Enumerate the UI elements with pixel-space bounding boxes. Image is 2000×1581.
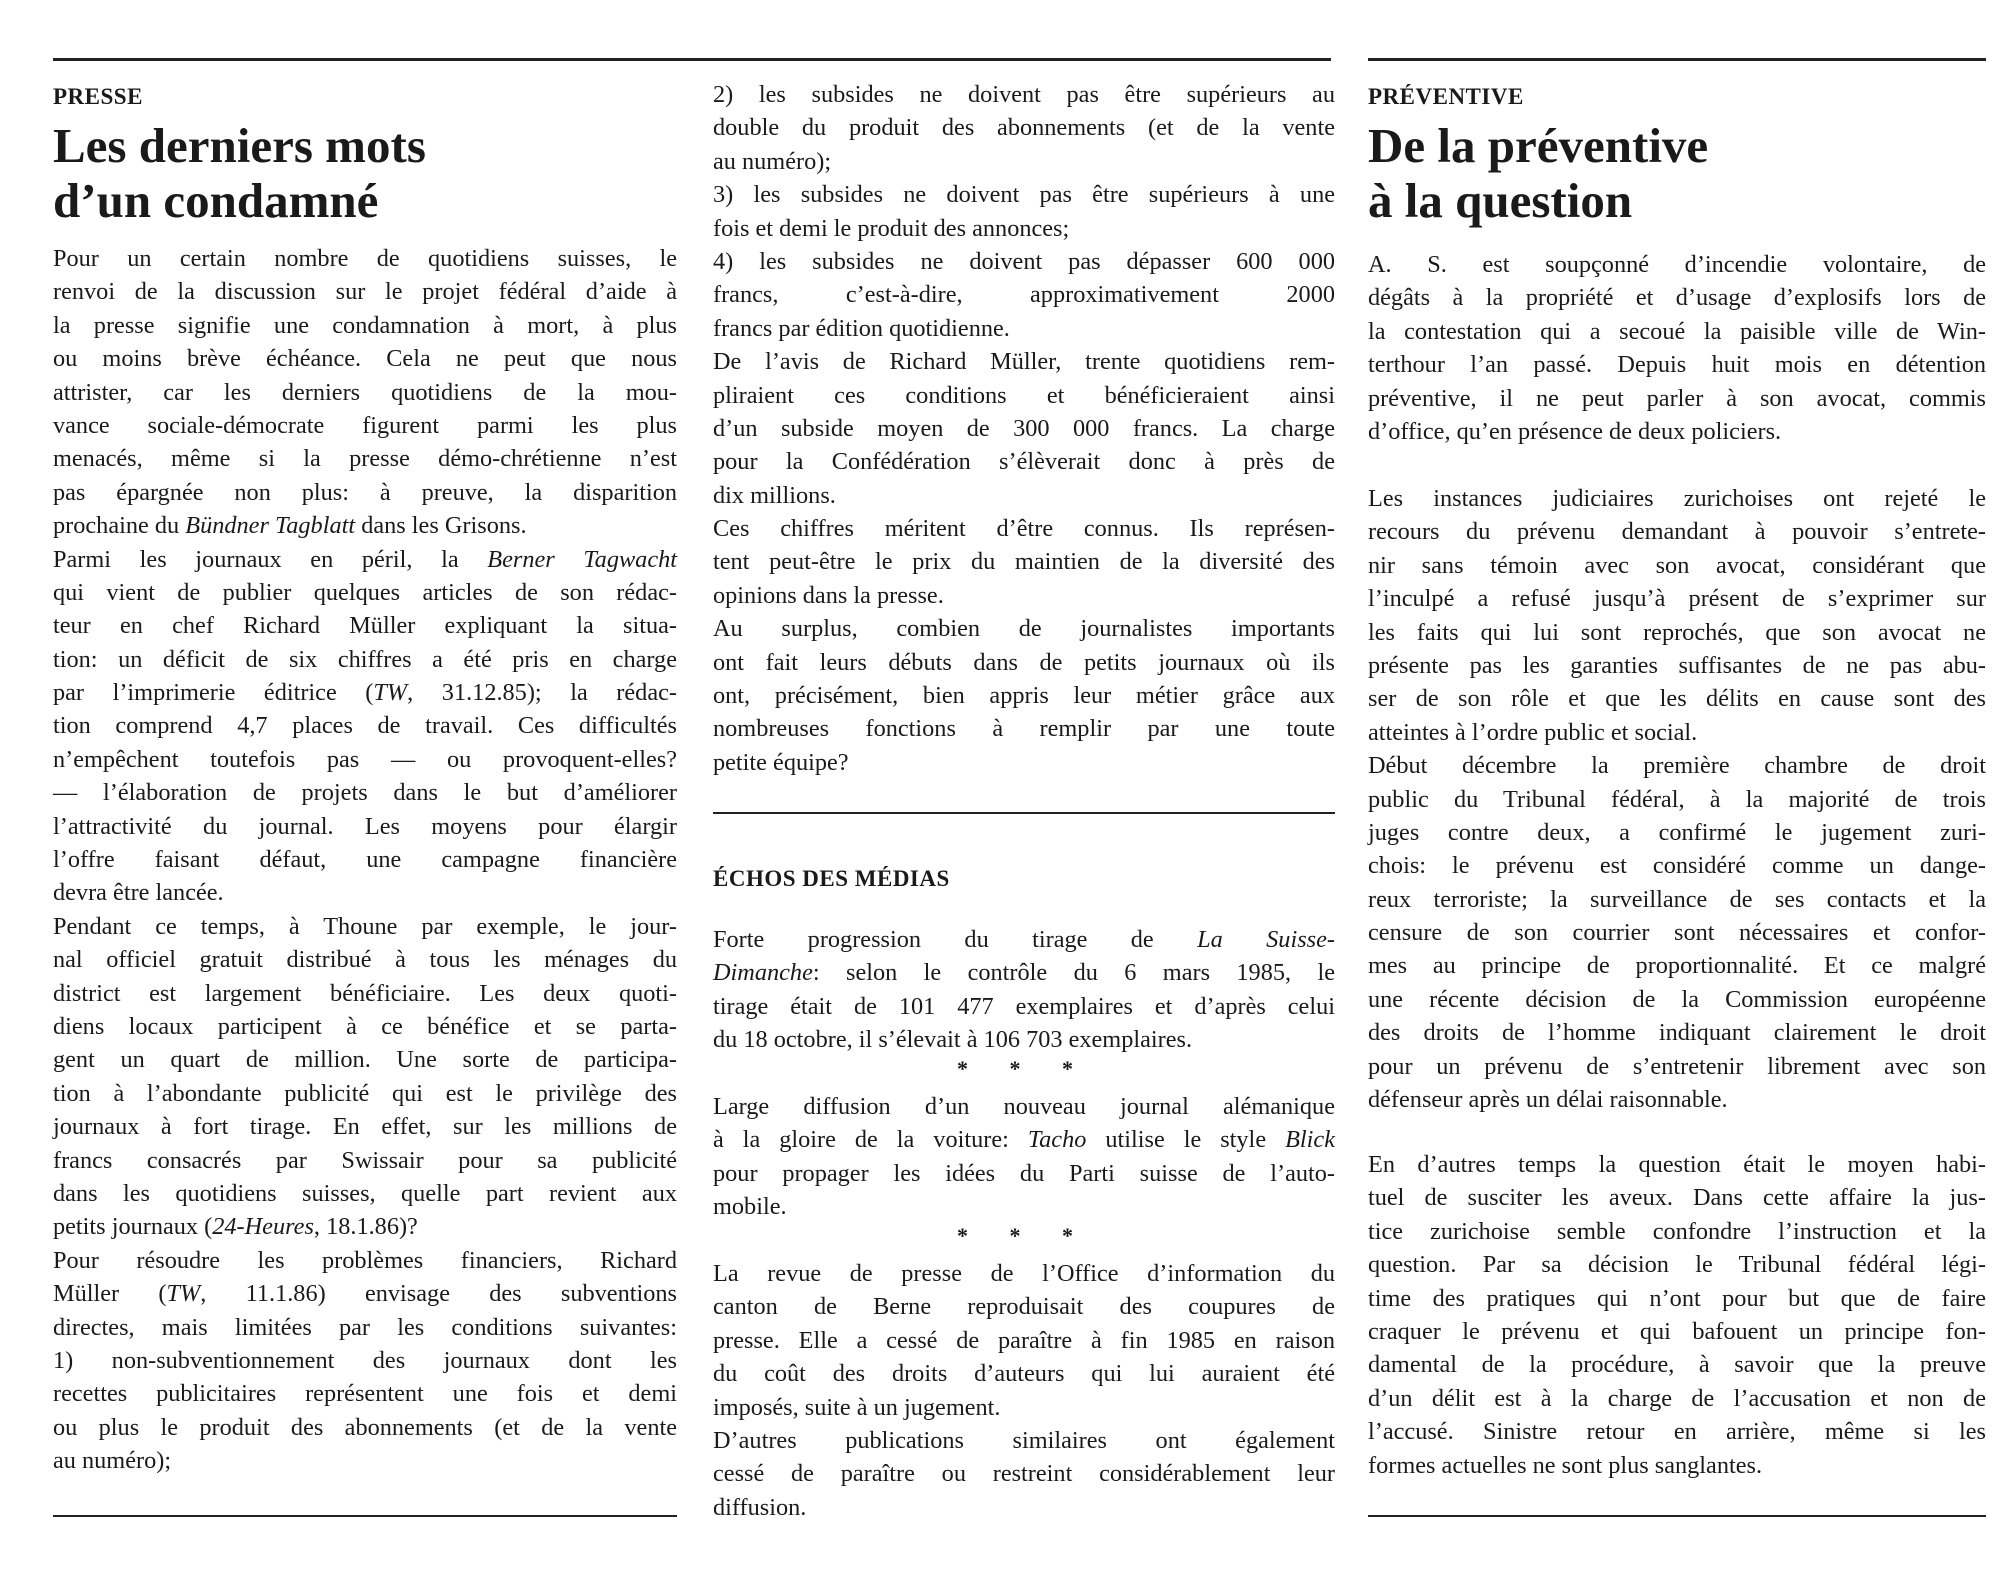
text-line: menacés, même si la presse démo-chrétienne n’est [53, 445, 677, 473]
text-line: Au surplus, combien de journalistes importants [713, 615, 1335, 643]
article-paragraph [1368, 1148, 1986, 1482]
italic-title: Berner Tagwacht [487, 545, 678, 573]
section-kicker: PRÉVENTIVE [1368, 84, 1524, 109]
text-line: diffusion. [713, 1493, 807, 1521]
text-line: au numéro); [713, 147, 832, 175]
text-line: presse. Elle a cessé de paraître à fin 1985 en raison [713, 1326, 1335, 1354]
echo-item [713, 923, 1335, 1057]
text-line: 2) les subsides ne doivent pas être supérieurs au [713, 81, 1335, 108]
text-line: l’accusé. Sinistre retour en arrière, même si les [1368, 1418, 1986, 1446]
text-line: Pour un certain nombre de quotidiens suisses, le [53, 245, 677, 272]
text-line: tion à l’abondante publicité qui est le privilège des [53, 1079, 677, 1107]
text-line: Les instances judiciaires zurichoises ont rejeté le [1368, 485, 1986, 512]
text-line: ont, précisément, bien appris leur métier grâce aux [713, 682, 1335, 710]
text-line: une récente décision de la Commission européenne [1368, 985, 1986, 1013]
text-line: Pendant ce temps, à Thoune par exemple, le jour- [53, 912, 677, 940]
text-line: damental de la procédure, à savoir que la preuve [1368, 1351, 1986, 1379]
text-line: recettes publicitaires représentent une fois et demi [53, 1380, 677, 1408]
text-line: Pour résoudre les problèmes financiers, Richard [53, 1246, 677, 1274]
text-line: Ces chiffres méritent d’être connus. Ils représen- [713, 515, 1335, 543]
text-line: cessé de paraître ou restreint considérablement leur [713, 1460, 1335, 1488]
top-rule-left [53, 58, 1331, 61]
text-line: ou moins brève échéance. Cela ne peut que nous [53, 345, 677, 373]
headline-line: d’un condamné [53, 173, 379, 228]
text-line: ser de son rôle et que les délits en cause sont des [1368, 685, 1986, 713]
text-line: petite équipe? [713, 748, 849, 776]
text-line: du coût des droits d’auteurs qui lui auraient été [713, 1360, 1335, 1388]
text-line: tion: un déficit de six chiffres a été pris en charge [53, 645, 677, 673]
text-line: présente pas les garanties suffisantes de ne pas abu- [1368, 651, 1986, 679]
headline-line: à la question [1368, 173, 1633, 228]
text-line: question. Par sa décision le Tribunal fédéral légi- [1368, 1251, 1986, 1279]
bottom-rule [1368, 1515, 1986, 1517]
text-line: ou plus le produit des abonnements (et de la vente [53, 1413, 677, 1441]
text-line: De l’avis de Richard Müller, trente quotidiens rem- [713, 348, 1335, 376]
text-line: Forte progression du tirage de La Suisse- [713, 926, 1335, 953]
text-line: devra être lancée. [53, 879, 224, 907]
italic-title: Bündner Tagblatt [185, 512, 356, 540]
text-line: double du produit des abonnements (et de la vente [713, 114, 1335, 142]
italic-title: Dimanche [713, 959, 813, 987]
bottom-rule [53, 1515, 677, 1517]
text-line: ont fait leurs débuts dans de petits journaux où ils [713, 648, 1335, 676]
italic-title: TW [166, 1280, 201, 1308]
text-line: francs, c’est-à-dire, approximativement 2000 [713, 281, 1335, 309]
text-line: pour la Confédération s’élèverait donc à près de [713, 448, 1335, 476]
text-line: canton de Berne reproduisait des coupures de [713, 1293, 1335, 1321]
text-line: fois et demi le produit des annonces; [713, 214, 1070, 242]
text-line: censure de son courrier sont nécessaires et confor- [1368, 919, 1986, 947]
text-line: imposés, suite à un jugement. [713, 1393, 1001, 1421]
text-line: time des pratiques qui n’ont pour but que de faire [1368, 1284, 1986, 1312]
text-line: d’office, qu’en présence de deux policiers. [1368, 417, 1782, 445]
text-line: journaux à fort tirage. En effet, sur les millions de [53, 1113, 677, 1141]
echo-item [713, 1090, 1335, 1224]
text-line: Large diffusion d’un nouveau journal alémanique [713, 1093, 1335, 1120]
article-paragraph [1368, 482, 1986, 1116]
text-line: tion comprend 4,7 places de travail. Ces difficultés [53, 712, 677, 740]
top-rule-right [1368, 58, 1986, 61]
text-line: formes actuelles ne sont plus sanglantes. [1368, 1451, 1763, 1479]
text-line: public du Tribunal fédéral, à la majorité de trois [1368, 785, 1986, 813]
text-line: tirage était de 101 477 exemplaires et d’après celui [713, 992, 1335, 1020]
italic-title: Blick [1285, 1126, 1335, 1154]
text-line: terthour l’an passé. Depuis huit mois en détention [1368, 351, 1986, 379]
text-line: pour propager les idées du Parti suisse de l’auto- [713, 1159, 1335, 1187]
text-line: pas épargnée non plus: à preuve, la disparition [53, 478, 677, 506]
text-line: d’un délit est à la charge de l’accusation et non de [1368, 1384, 1986, 1412]
text-line: district est largement bénéficiaire. Les deux quoti- [53, 979, 677, 1007]
text-line: prochaine du Bündner Tagblatt dans les Grisons. [53, 512, 527, 540]
headline-line: Les derniers mots [53, 118, 426, 173]
text-line: défenseur après un délai raisonnable. [1368, 1086, 1728, 1114]
text-line: mobile. [713, 1193, 787, 1221]
text-line: d’un subside moyen de 300 000 francs. La charge [713, 414, 1335, 442]
text-line: juges contre deux, a confirmé le jugement zuri- [1368, 818, 1986, 846]
text-line: les faits qui lui sont reprochés, que son avocat ne [1368, 618, 1986, 646]
text-line: l’offre faisant défaut, une campagne financière [53, 846, 677, 874]
text-line: tuel de susciter les aveux. Dans cette affaire la jus- [1368, 1184, 1986, 1212]
section-kicker: ÉCHOS DES MÉDIAS [713, 866, 950, 891]
text-line: du 18 octobre, il s’élevait à 106 703 exemplaires. [713, 1026, 1193, 1054]
text-line: n’empêchent toutefois pas — ou provoquent-elles? [53, 745, 677, 773]
text-line: La revue de presse de l’Office d’information du [713, 1260, 1335, 1287]
text-line: teur en chef Richard Müller expliquant la situa- [53, 612, 677, 640]
text-line: qui vient de publier quelques articles de son rédac- [53, 578, 677, 606]
text-line: nal officiel gratuit distribué à tous les ménages du [53, 946, 677, 974]
text-line: gent un quart de million. Une sorte de participa- [53, 1046, 677, 1074]
italic-title: TW [373, 679, 408, 707]
text-line: dix millions. [713, 481, 836, 509]
text-line: par l’imprimerie éditrice (TW, 31.12.85); la rédac- [53, 679, 677, 707]
text-line: l’attractivité du journal. Les moyens pour élargir [53, 812, 677, 840]
italic-title: 24-Heures [212, 1213, 314, 1241]
text-line: pliraient ces conditions et bénéficieraient ainsi [713, 381, 1335, 409]
text-line: atteintes à l’ordre public et social. [1368, 718, 1698, 746]
article-paragraph [1368, 248, 1986, 448]
text-line: Début décembre la première chambre de droit [1368, 752, 1986, 780]
italic-title: Tacho [1027, 1126, 1087, 1154]
text-line: diens locaux participent à ce bénéfice et se parta- [53, 1012, 677, 1040]
separator-stars: * * * [957, 1056, 1091, 1081]
text-line: petits journaux (24-Heures, 18.1.86)? [53, 1213, 418, 1241]
text-line: chois: le prévenu est considéré comme un dange- [1368, 852, 1986, 880]
text-line: Müller (TW, 11.1.86) envisage des subventions [53, 1280, 677, 1308]
text-line: vance sociale-démocrate figurent parmi les plus [53, 411, 677, 439]
article-headline [53, 118, 426, 228]
separator-stars: * * * [957, 1223, 1091, 1248]
article-body [53, 242, 677, 1477]
text-line: mes au principe de proportionnalité. Et ce malgré [1368, 952, 1986, 980]
text-line: reux terroriste; la surveillance de ses contacts et la [1368, 885, 1986, 913]
text-line: Dimanche: selon le contrôle du 6 mars 1985, le [713, 959, 1335, 987]
text-line: attrister, car les derniers quotidiens de la mou- [53, 378, 677, 406]
text-line: craquer le prévenu et qui bafouent un principe fon- [1368, 1317, 1986, 1345]
italic-title: La Suisse- [1197, 926, 1335, 953]
text-line: la presse signifie une condamnation à mort, à plus [53, 311, 677, 339]
text-line: 4) les subsides ne doivent pas dépasser 600 000 [713, 247, 1335, 275]
text-line: dans les quotidiens suisses, quelle part revient aux [53, 1179, 677, 1207]
text-line: francs consacrés par Swissair pour sa publicité [53, 1146, 677, 1174]
text-line: opinions dans la presse. [713, 581, 944, 609]
text-line: au numéro); [53, 1447, 172, 1475]
text-line: tice zurichoise semble confondre l’instruction et la [1368, 1217, 1986, 1245]
text-line: nir sans témoin avec son avocat, considérant que [1368, 551, 1986, 579]
text-line: francs par édition quotidienne. [713, 314, 1010, 342]
text-line: l’inculpé a refusé jusqu’à présent de s’exprimer sur [1368, 585, 1986, 613]
headline-line: De la préventive [1368, 118, 1709, 173]
article-headline [1368, 118, 1708, 228]
text-line: Parmi les journaux en péril, la Berner Tagwacht [53, 545, 678, 573]
echo-item [713, 1257, 1335, 1524]
text-line: des droits de l’homme indiquant clairement le droit [1368, 1019, 1986, 1047]
text-line: à la gloire de la voiture: Tacho utilise le style Blick [713, 1126, 1335, 1154]
text-line: 3) les subsides ne doivent pas être supérieurs à une [713, 181, 1335, 209]
text-line: dégâts à la propriété et d’usage d’explosifs lors de [1368, 284, 1986, 312]
text-line: pour un prévenu de s’entretenir librement avec son [1368, 1052, 1986, 1080]
text-line: directes, mais limitées par les conditions suivantes: [53, 1313, 677, 1341]
text-line: la contestation qui a secoué la paisible ville de Win- [1368, 317, 1986, 345]
text-line: renvoi de la discussion sur le projet fédéral d’aide à [53, 278, 677, 306]
text-line: — l’élaboration de projets dans le but d’améliorer [53, 779, 677, 807]
text-line: recours du prévenu demandant à pouvoir s’entrete- [1368, 518, 1986, 546]
article-body-continued [713, 78, 1335, 779]
text-line: 1) non-subventionnement des journaux dont les [53, 1346, 677, 1374]
section-kicker: PRESSE [53, 84, 143, 109]
text-line: A. S. est soupçonné d’incendie volontaire, de [1368, 251, 1986, 278]
section-divider [713, 812, 1335, 814]
text-line: nombreuses fonctions à remplir par une toute [713, 715, 1335, 743]
text-line: D’autres publications similaires ont également [713, 1426, 1335, 1454]
text-line: tent peut-être le prix du maintien de la diversité des [713, 548, 1335, 576]
text-line: préventive, il ne peut parler à son avocat, commis [1368, 384, 1986, 412]
text-line: En d’autres temps la question était le moyen habi- [1368, 1151, 1986, 1178]
